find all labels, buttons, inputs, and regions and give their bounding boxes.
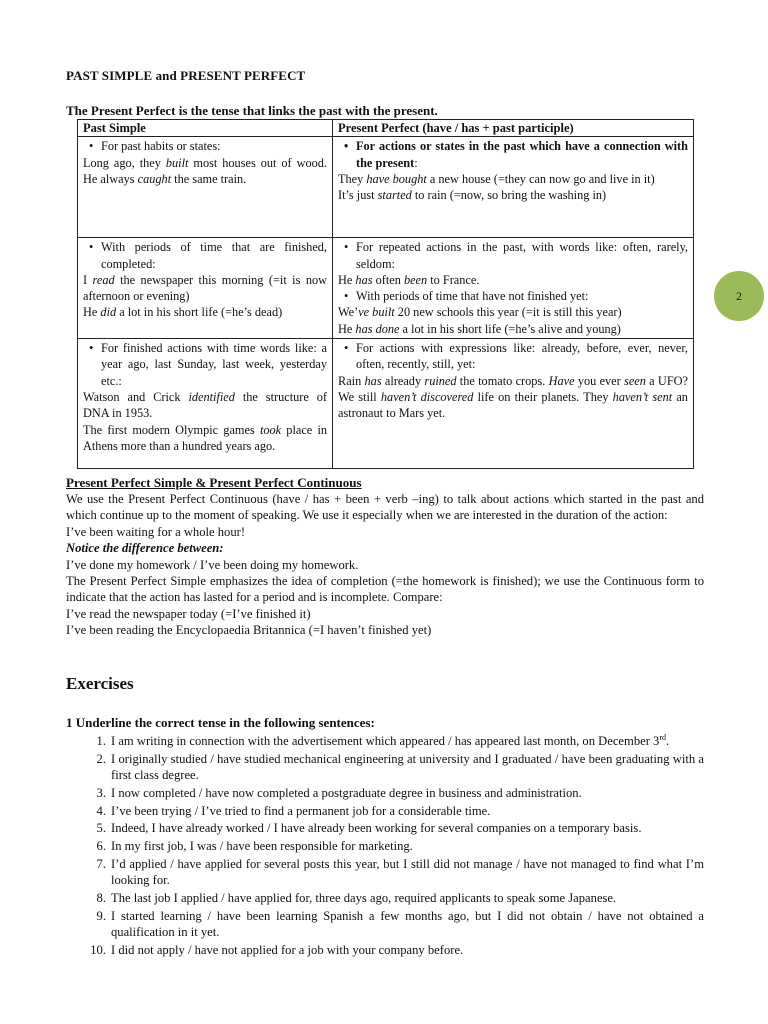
example-sentence: Rain has already ruined the tomato crops. Have you ever seen a UFO? We still haven’t discovered life on their planets. They haven’t sent an astronaut to Mars yet. [338, 373, 688, 421]
intro-sentence: The Present Perfect is the tense that links the past with the present. [66, 103, 438, 118]
bullet-icon: • [344, 240, 349, 255]
table-cell [78, 137, 333, 238]
example-sentence: He has done a lot in his short life (=he’s alive and young) [338, 321, 621, 336]
table-cell [333, 137, 694, 238]
bullet-icon: • [89, 341, 94, 356]
bullet-item: • For actions or states in the past which have a connection with the present: [344, 139, 688, 170]
bullet-item: • With periods of time that have not finished yet: [344, 289, 589, 304]
tense-comparison-table [77, 119, 694, 469]
table-row [78, 137, 694, 238]
exercises-heading: Exercises [66, 674, 134, 693]
bullet-item: • For repeated actions in the past, with words like: often, rarely, seldom: [344, 240, 688, 271]
list-item: 2. I originally studied / have studied mechanical engineering at university and I graduated / have been graduating with a first class degree. [96, 751, 704, 783]
paragraph: The Present Perfect Simple emphasizes the idea of completion (=the homework is finished); we use the Continuous form to indicate that the action has lasted for a period and is incomplete. Compare: [66, 574, 704, 605]
list-item: 7. I’d applied / have applied for several posts this year, but I still did not manage / have not managed to find what I’m looking for. [96, 857, 704, 888]
bullet-item: • With periods of time that are finished, completed: [89, 240, 327, 271]
paragraph: We use the Present Perfect Continuous (have / has + been + verb –ing) to talk about actions which started in the past and which continue up to the moment of speaking. We use it especially when we are interested in the duration of the action: [66, 492, 704, 523]
exercise-1-instruction: 1 Underline the correct tense in the following sentences: [66, 715, 375, 730]
example-sentence: It’s just started to rain (=now, so bring the washing in) [338, 188, 607, 203]
list-item: 4. I’ve been trying / I’ve tried to find a permanent job for a considerable time. [96, 803, 491, 818]
bullet-icon: • [89, 240, 94, 255]
example-sentence: Long ago, they built most houses out of wood. He always caught the same train. [83, 155, 327, 186]
example-sentence: He did a lot in his short life (=he’s dead) [83, 305, 283, 320]
example-sentence: I’ve been reading the Encyclopaedia Britannica (=I haven’t finished yet) [66, 623, 432, 638]
table-cell [333, 238, 694, 339]
list-item: 8. The last job I applied / have applied for, three days ago, required applicants to speak some Japanese. [96, 891, 617, 906]
example-sentence: He has often been to France. [338, 272, 480, 287]
bullet-icon: • [344, 139, 349, 154]
example-sentence: I’ve read the newspaper today (=I’ve finished it) [66, 606, 311, 621]
list-item: 6. In my first job, I was / have been responsible for marketing. [96, 839, 413, 854]
list-item: 1. I am writing in connection with the advertisement which appeared / has appeared last month, on December 3rd. [96, 732, 670, 748]
bullet-item: • For past habits or states: [89, 139, 221, 154]
list-item: 3. I now completed / have now completed a postgraduate degree in business and administration. [96, 785, 582, 800]
example-sentence: We’ve built 20 new schools this year (=it is still this year) [338, 305, 622, 320]
example-sentence: Watson and Crick identified the structure of DNA in 1953. [83, 389, 327, 421]
table-row [78, 339, 694, 469]
exercise-list [66, 733, 704, 960]
bullet-icon: • [344, 289, 349, 304]
bullet-item: • For actions with expressions like: already, before, ever, never, often, recently, still, yet: [344, 341, 688, 372]
table-cell [78, 238, 333, 339]
table-header-row [78, 120, 694, 137]
example-sentence: I’ve done my homework / I’ve been doing my homework. [66, 557, 359, 572]
example-sentence: They have bought a new house (=they can now go and live in it) [338, 171, 655, 186]
example-sentence: The first modern Olympic games took place in Athens more than a hundred years ago. [83, 422, 328, 453]
bullet-icon: • [89, 139, 94, 154]
bullet-item: • For finished actions with time words like: a year ago, last Sunday, last week, yesterday etc.: [89, 341, 327, 388]
bullet-icon: • [344, 341, 349, 356]
list-item: 10. I did not apply / have not applied for a job with your company before. [90, 943, 464, 958]
section-body [66, 491, 704, 639]
notice-heading: Notice the difference between: [66, 541, 224, 556]
page-number-badge: 2 [714, 271, 764, 321]
table-cell [78, 339, 333, 469]
section-heading: Present Perfect Simple & Present Perfect Continuous [66, 475, 362, 490]
example-sentence: I’ve been waiting for a whole hour! [66, 524, 246, 539]
list-item: 5. Indeed, I have already worked / I have already been working for several companies on a temporary basis. [96, 821, 642, 836]
page-title: PAST SIMPLE and PRESENT PERFECT [66, 68, 306, 83]
table-row [78, 238, 694, 339]
example-sentence: I read the newspaper this morning (=it is now afternoon or evening) [83, 272, 327, 304]
header-present-perfect: Present Perfect (have / has + past participle) [333, 120, 694, 137]
table-cell [333, 339, 694, 469]
list-item: 9. I started learning / have been learning Spanish a few months ago, but I did not obtain / have not obtained a qualification in it yet. [96, 908, 704, 940]
header-past-simple: Past Simple [78, 120, 333, 137]
